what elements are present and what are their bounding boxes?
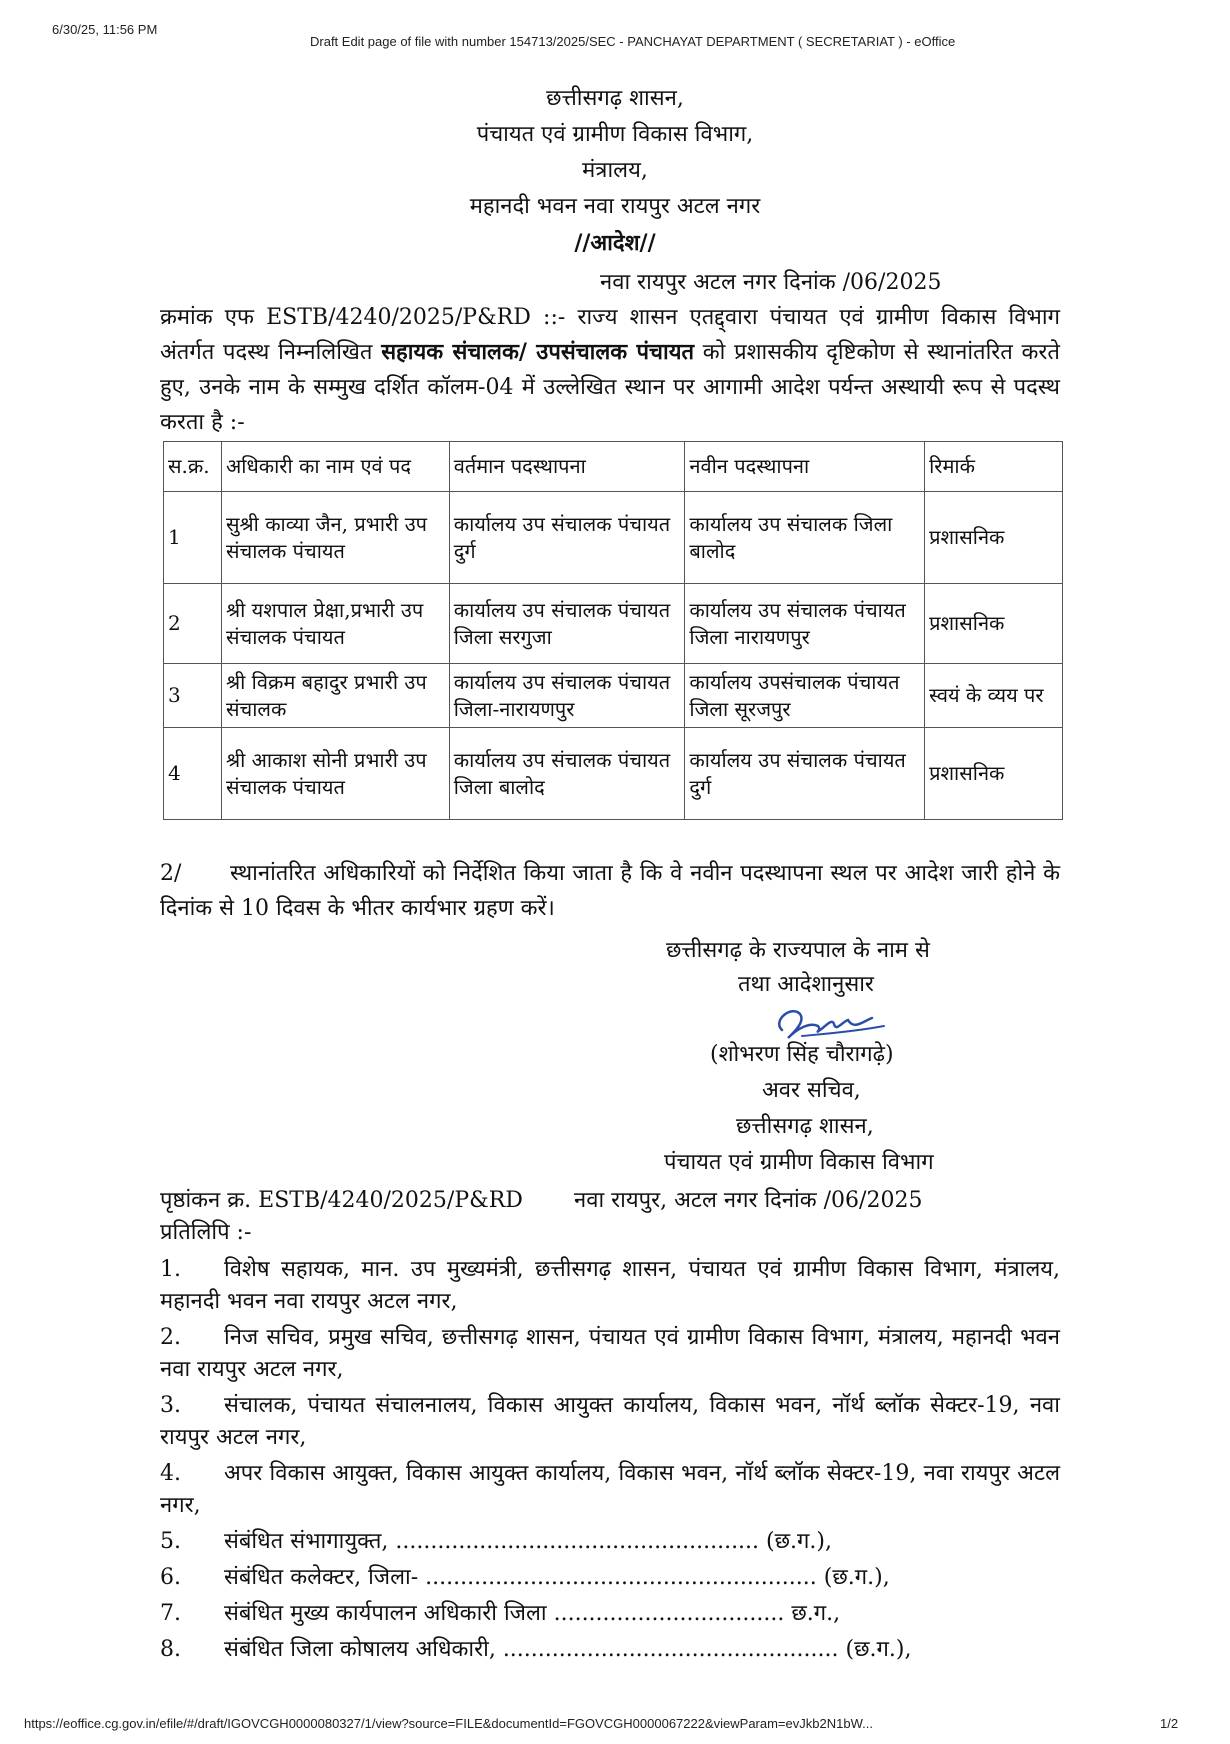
table-cell: 4 — [164, 728, 222, 820]
order-place-date: नवा रायपुर अटल नगर दिनांक /06/2025 — [600, 270, 942, 295]
copy-item: 3. संचालक, पंचायत संचालनालय, विकास आयुक्त कार्यालय, विकास भवन, नॉर्थ ब्लॉक सेक्टर-19, नवा रायपुर अटल नगर, — [160, 1393, 1060, 1450]
table-cell: कार्यालय उप संचालक पंचायत दुर्ग — [449, 492, 685, 584]
copy-item: 5. संबंधित संभागायुक्त, .................................................... (छ.ग.), — [160, 1529, 832, 1554]
table-cell: कार्यालय उप संचालक पंचायत दुर्ग — [685, 728, 925, 820]
letterhead-line1: छत्तीसगढ़ शासन, — [546, 86, 684, 111]
table-row — [164, 728, 1063, 820]
order-title: //आदेश// — [574, 230, 656, 256]
print-page-number: 1/2 — [1160, 1716, 1179, 1731]
copy-item: 7. संबंधित मुख्य कार्यपालन अधिकारी जिला ................................. छ.ग., — [160, 1601, 841, 1626]
table-cell: 1 — [164, 492, 222, 584]
table-cell: कार्यालय उपसंचालक पंचायत जिला सूरजपुर — [685, 664, 925, 728]
transfer-table — [163, 441, 1063, 820]
order-ref-text: क्रमांक एफ ESTB/4240/2025/P&RD ::- राज्य शासन एतद्द्वारा पंचायत एवं ग्रामीण विकास विभाग अंतर्गत पदस्थ निम्नलिखित — [160, 305, 1060, 365]
signatory-org1: छत्तीसगढ़ शासन, — [736, 1114, 874, 1139]
print-datetime: 6/30/25, 11:56 PM — [52, 22, 158, 37]
signature-line2: तथा आदेशानुसार — [738, 972, 874, 997]
copy-item: 4. अपर विकास आयुक्त, विकास आयुक्त कार्यालय, विकास भवन, नॉर्थ ब्लॉक सेक्टर-19, नवा रायपुर अटल नगर, — [160, 1461, 1060, 1518]
table-cell: सुश्री काव्या जैन, प्रभारी उप संचालक पंचायत — [221, 492, 449, 584]
print-title: Draft Edit page of file with number 154713/2025/SEC - PANCHAYAT DEPARTMENT ( SECRETARIAT ) - eOffice — [310, 34, 956, 49]
signatory-name: (शोभरण सिंह चौरागढ़े) — [710, 1042, 894, 1067]
copy-item: 8. संबंधित जिला कोषालय अधिकारी, ................................................ (छ.ग.), — [160, 1637, 912, 1662]
table-cell: 3 — [164, 664, 222, 728]
table-cell: प्रशासनिक — [925, 492, 1063, 584]
signature-line1: छत्तीसगढ़ के राज्यपाल के नाम से — [666, 938, 930, 963]
print-url: https://eoffice.cg.gov.in/efile/#/draft/IGOVCGH0000080327/1/view?source=FILE&documentId=FGOVCGH0000067222&viewParam=evJkb2N1bW... — [24, 1716, 873, 1731]
signatory-org2: पंचायत एवं ग्रामीण विकास विभाग — [664, 1150, 934, 1175]
table-header: अधिकारी का नाम एवं पद — [221, 442, 449, 492]
para-2 — [160, 856, 1060, 926]
table-cell: श्री आकाश सोनी प्रभारी उप संचालक पंचायत — [221, 728, 449, 820]
table-header: नवीन पदस्थापना — [685, 442, 925, 492]
table-row — [164, 664, 1063, 728]
table-cell: श्री यशपाल प्रेक्षा,प्रभारी उप संचालक पंचायत — [221, 584, 449, 664]
table-cell: कार्यालय उप संचालक जिला बालोद — [685, 492, 925, 584]
order-ref-bold: सहायक संचालक/ उपसंचालक पंचायत — [381, 339, 695, 365]
copy-item: 1. विशेष सहायक, मान. उप मुख्यमंत्री, छत्तीसगढ़ शासन, पंचायत एवं ग्रामीण विकास विभाग, मंत्रालय, महानदी भवन नवा रायपुर अटल नगर, — [160, 1257, 1060, 1314]
endorsement-place-date: नवा रायपुर, अटल नगर दिनांक /06/2025 — [574, 1188, 923, 1213]
table-cell: कार्यालय उप संचालक पंचायत जिला सरगुजा — [449, 584, 685, 664]
para-2-text: स्थानांतरित अधिकारियों को निर्देशित किया जाता है कि वे नवीन पदस्थापना स्थल पर आदेश जारी होने के दिनांक से 10 दिवस के भीतर कार्यभार ग्रहण करें। — [160, 861, 1060, 921]
table-cell: श्री विक्रम बहादुर प्रभारी उप संचालक — [221, 664, 449, 728]
table-cell: प्रशासनिक — [925, 728, 1063, 820]
table-header: स.क्र. — [164, 442, 222, 492]
letterhead-line2: पंचायत एवं ग्रामीण विकास विभाग, — [476, 122, 754, 147]
table-cell: प्रशासनिक — [925, 584, 1063, 664]
table-header-row — [164, 442, 1063, 492]
order-ref-suffix: को प्रशासकीय दृष्टिकोण से स्थानांतरित करते हुए, उनके नाम के सम्मुख दर्शित कॉलम-04 में उल्लेखित स्थान पर आगामी आदेश पर्यन्त अस्थायी रूप से पदस्थ करता है :- — [160, 340, 1060, 435]
endorsement-ref: पृष्ठांकन क्र. ESTB/4240/2025/P&RD — [160, 1188, 523, 1213]
order-paragraph — [160, 300, 1060, 440]
table-cell: कार्यालय उप संचालक पंचायत जिला-नारायणपुर — [449, 664, 685, 728]
table-cell: स्वयं के व्यय पर — [925, 664, 1063, 728]
table-header: रिमार्क — [925, 442, 1063, 492]
table-header: वर्तमान पदस्थापना — [449, 442, 685, 492]
copy-label: प्रतिलिपि :- — [160, 1220, 252, 1245]
letterhead-line3: मंत्रालय, — [582, 158, 648, 183]
table-cell: 2 — [164, 584, 222, 664]
signatory-designation: अवर सचिव, — [762, 1078, 861, 1103]
copy-list — [160, 1254, 1060, 1670]
table-row — [164, 492, 1063, 584]
table-row — [164, 584, 1063, 664]
letterhead-line4: महानदी भवन नवा रायपुर अटल नगर — [469, 194, 761, 219]
table-cell: कार्यालय उप संचालक पंचायत जिला नारायणपुर — [685, 584, 925, 664]
para-2-number: 2/ — [160, 861, 182, 886]
copy-item: 6. संबंधित कलेक्टर, जिला- ........................................................ (छ.ग.), — [160, 1565, 890, 1590]
copy-item: 2. निज सचिव, प्रमुख सचिव, छत्तीसगढ़ शासन, पंचायत एवं ग्रामीण विकास विभाग, मंत्रालय, महानदी भवन नवा रायपुर अटल नगर, — [160, 1325, 1060, 1382]
table-cell: कार्यालय उप संचालक पंचायत जिला बालोद — [449, 728, 685, 820]
